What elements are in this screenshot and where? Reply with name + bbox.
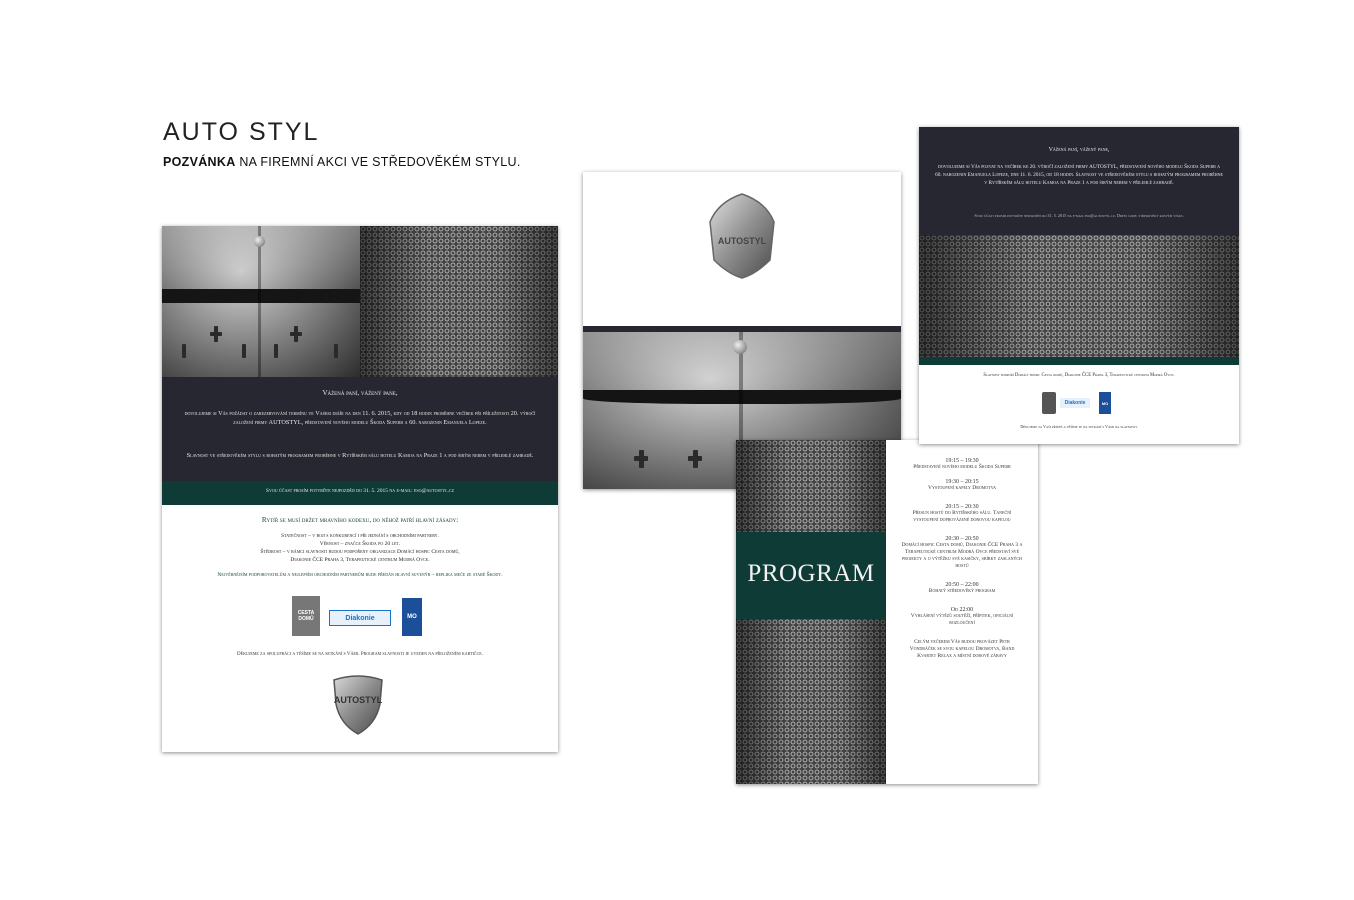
subtitle-rest: NA FIREMNÍ AKCI VE STŘEDOVĚKÉM STYLU. [235,155,521,169]
cover-shield-icon [704,192,780,280]
program-text: Domácí hospic Cesta domů, Diakonie ČCE Praha 3 a Terapeutické centrum Modrá Ovce představí své projekty a o výtěžku své kasičky, sbírky zaslaných hostů [901,542,1023,569]
code-line: Statečnost – v boji s konkurencí i při jednání s obchodními partnery. [281,533,439,539]
code-line: Štědrost – v rámci slavnosti budou podpořeny organizace Domácí hospic Cesta domů, [260,549,460,555]
letter-footer: Slavnost podpoří Domácí hospic Cesta domů, Diakonie ČCE Praha 3, Terapeutické centrum Modrá Ovce. [983,373,1175,378]
letter-chainmail-image [919,235,1239,357]
helmet-image [162,226,360,377]
logo-diakonie [329,610,391,626]
letter-greeting: Vážená paní, vážený pane, [1048,147,1110,153]
letter-text-block [919,127,1239,235]
program-chainmail-top [736,440,886,532]
program-item [886,536,1038,570]
letter-card [919,127,1239,444]
program-item [886,458,1038,471]
letter-logo-diakonie-text: Diakonie [1064,400,1086,406]
thanks-text: Děkujeme za spolupráci a těšíme se na setkání s Vámi. Program slavnosti je uveden na přiloženém kartičce. [237,652,483,657]
shield-text: AUTOSTYL [333,695,383,705]
invitation-para-1: dovolujeme si Vás požádat o zarezervování termínu ve Vašem diáři na den 11. 6. 2015, kdy od 18 hodin proběhne večírek při příležitosti 20. výročí založení firmy AUTOSTYL, představení nového modelu Škoda Superb a 60. narozenin Emanuela Lopeze. [184,410,536,426]
program-list [886,458,1038,660]
program-item [886,504,1038,524]
letter-green-bar [919,357,1239,365]
greeting: Vážená paní, vážený pane, [322,389,398,397]
chainmail-image [360,226,558,377]
letter-small: Děkujeme za Vaši přízeň a těšíme se na setkání s Vámi na slavnosti. [1020,424,1138,429]
letter-logo-diakonie [1060,398,1090,408]
invitation-para-2: Slavnost ve středověkém stylu s bohatým programem proběhne v Rytířském sálu hotelu Kamoa na Praze 1 a pod širým nebem v přilehlé zahradě. [186,452,534,459]
rsvp-bar [162,481,558,505]
letter-body: dovolujeme si Vás pozvat na večírek ke 20. výročí založení firmy AUTOSTYL, představení nového modelu Škoda Superb a 60. narozenin Emanuela Lopeze, dne 11. 6. 2015, od 18 hodin. Slavnost ve středověkém stylu s bohatým programem proběhne v Rytířském sálu hotelu Kamoa na Praze 1 a pod širým nebem v přilehlé zahradě. [935,164,1223,186]
logo-diakonie-text: Diakonie [345,614,375,622]
program-time: 20:15 – 20:30 [945,504,979,510]
program-text: Bohatý středověký program [928,588,996,594]
page-title: AUTO STYL [163,118,320,146]
logo-modra-ovce [402,598,422,636]
program-text: Vyhlášení výtězů soutěží, přípitek, oficiální rozloučení [910,613,1014,626]
program-text: Vystoupení kapely Dromotva [928,485,996,491]
rsvp-text: Svou účast prosím potvrďte nejpozději do 31. 5. 2015 na e-mail: eso@autostyl.cz [265,488,455,494]
code-title: Rytíř se musí držet mravního kodexu, do něhož patří hlavní zásady: [261,516,459,524]
invitation-card [162,226,558,752]
logo-cesta-domu [292,596,320,636]
cover-shield-text: AUTOSTYL [717,236,767,246]
program-title-block [736,532,886,619]
program-time: Od 22:00 [950,607,974,613]
program-item [886,479,1038,492]
code-note: Nejvěrnějším podporovatelům a nejlepším obchodním partnerům bude předán hlavní suvenýr – replika meče ze staré Škody. [217,572,503,578]
program-time: 19:30 – 20:15 [945,479,979,485]
shield-icon [330,674,386,736]
program-item [886,607,1038,627]
invitation-text-block [162,377,558,481]
program-text: Celým večerem Vás budou provázet Petr Vondráček se svou kapelou Dromotva, Band Kvartet Relax a místní dobové zábavy [909,639,1015,659]
program-time: 20:50 – 22:00 [945,582,979,588]
code-line: Diakonie ČCE Praha 3, Terapeutické centrum Modrá Ovce. [290,557,430,563]
letter-logo-modra-ovce [1099,392,1111,414]
letter-phone-icon [1042,392,1056,414]
subtitle-bold: POZVÁNKA [163,155,236,169]
program-item [886,639,1038,660]
letter-rsvp: Svou účast prosím potvrďte nejpozději do 31. 5. 2015 na e-mail eso@autostyl.cz. Dress code: středověký kostým vítán. [974,213,1184,218]
program-title: PROGRAM [747,560,875,587]
program-text: Přesun hostů do Rytířského sálu. Taneční vystoupení doprovázené dobovou kapelou [912,510,1012,523]
program-time: 19:15 – 19:30 [945,458,979,464]
program-card [736,440,1038,784]
letter-logo-mo-text: MO [1101,400,1109,406]
program-item [886,582,1038,595]
program-time: 20:30 – 20:50 [945,536,979,542]
page-subtitle [163,155,521,169]
code-lines [182,532,538,564]
logo-modra-ovce-text: MO [407,614,417,620]
program-text: Představení nového modelu Škoda Superb [913,464,1011,470]
program-chainmail-bottom [736,619,886,784]
code-line: Věrnost – značce Škoda po 20 let. [319,541,401,547]
logo-cesta-domu-text: CESTA DOMŮ [297,610,315,622]
